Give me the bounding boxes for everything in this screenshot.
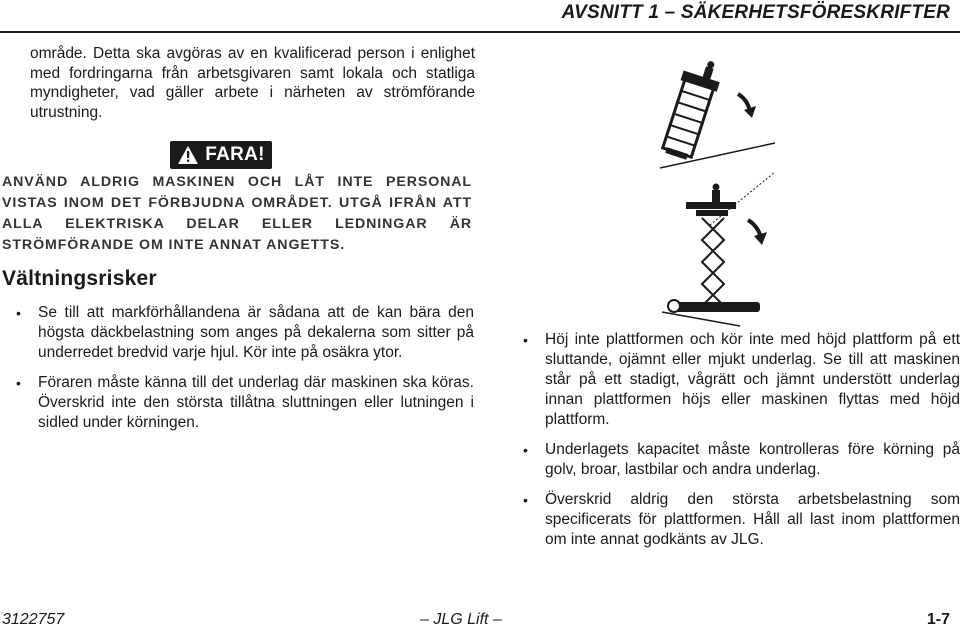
- list-item-text: Höj inte plattformen och kör inte med höjd plattform på ett sluttande, ojämnt eller mjukt underlag. Se till att maskinen står på ett stadigt, vågrätt och jämnt understött underlag innan plattformen höjs eller maskinen flyttas med höjd plattform.: [545, 331, 960, 428]
- list-item-text: Överskrid aldrig den största arbetsbelastning som specificerats för plattformen. Håll all last inom plattformen om inte annat godkänts av JLG.: [545, 491, 960, 548]
- footer-doc-number: 3122757: [2, 611, 65, 628]
- intro-paragraph: område. Detta ska avgöras av en kvalificerad person i enlighet med fordringarna från arbetsgivaren samt lokala och statliga myndigheter, vad gäller arbete i närheten av strömförande utrustning.: [30, 45, 475, 121]
- danger-badge: [170, 141, 272, 169]
- bullet-dot: •: [523, 332, 528, 348]
- danger-warning-text: ANVÄND ALDRIG MASKINEN OCH LÅT INTE PERSONAL VISTAS INOM DET FÖRBJUDNA OMRÅDET. UTGÅ IFRÅN ATT ALLA ELEKTRISKA DELAR ELLER LEDNINGAR ÄR STRÖMFÖRANDE OM INTE ANNAT ANGETTS.: [2, 174, 472, 253]
- list-item: [515, 330, 960, 430]
- bullet-dot: •: [523, 492, 528, 508]
- header-rule: [0, 31, 960, 33]
- bullet-dot: •: [16, 375, 21, 391]
- footer-page-number: 1-7: [926, 611, 950, 628]
- footer-center-title: – JLG Lift –: [420, 611, 502, 628]
- tipping-hazard-illustration: [640, 50, 790, 340]
- section-heading: Vältningsrisker: [2, 267, 157, 290]
- bullet-dot: •: [523, 442, 528, 458]
- danger-label: FARA!: [205, 144, 265, 165]
- lower-scissor-lift: [662, 172, 775, 326]
- list-item-text: Se till att markförhållandena är sådana att de kan bära den högsta däckbelastning som anges på dekalerna som sitter på underredet bredvid varje hjul. Kör inte på osäkra ytor.: [38, 304, 474, 361]
- right-bullet-list: [515, 330, 960, 560]
- bullet-dot: •: [16, 305, 21, 321]
- list-item: [8, 373, 474, 433]
- list-item: [515, 440, 960, 480]
- warning-triangle-icon: [177, 145, 199, 165]
- list-item: [515, 490, 960, 550]
- list-item-text: Underlagets kapacitet måste kontrolleras före körning på golv, broar, lastbilar och andra underlag.: [545, 441, 960, 478]
- left-bullet-list: [8, 303, 474, 443]
- list-item-text: Föraren måste känna till det underlag där maskinen ska köras. Överskrid inte den största tillåtna sluttningen eller lutningen i sidled under körningen.: [38, 374, 474, 431]
- list-item: [8, 303, 474, 363]
- section-header-title: AVSNITT 1 – SÄKERHETSFÖRESKRIFTER: [561, 2, 950, 23]
- upper-tilting-lift: [658, 54, 775, 168]
